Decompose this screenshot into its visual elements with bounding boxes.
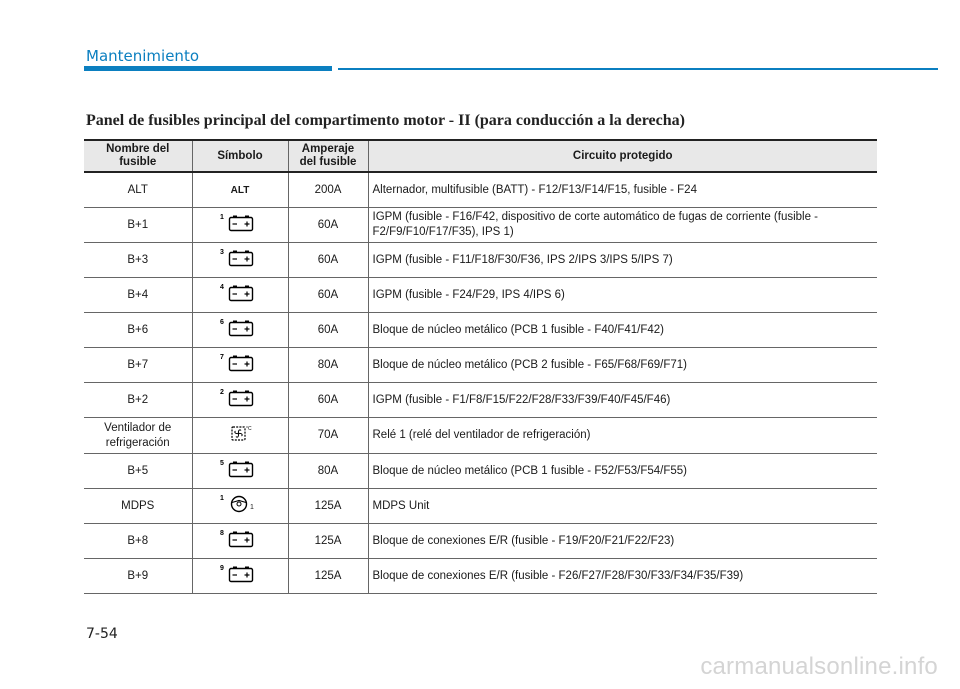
column-header-name: Nombre del fusible	[84, 140, 192, 172]
table-row	[84, 383, 877, 418]
steering-wheel-icon	[220, 491, 260, 517]
fuse-name-cell: ALT	[84, 172, 192, 208]
symbol-cell	[192, 348, 288, 383]
amperage-cell: 60A	[288, 313, 368, 348]
fuse-name-cell: B+9	[84, 559, 192, 594]
fuse-table	[84, 139, 877, 594]
page-number: 7-54	[86, 626, 118, 642]
symbol-cell	[192, 278, 288, 313]
header-rule-thick	[84, 66, 332, 71]
battery-icon	[220, 385, 260, 411]
column-header-symbol: Símbolo	[192, 140, 288, 172]
circuit-cell: Bloque de conexiones E/R (fusible - F26/F27/F28/F30/F33/F34/F35/F39)	[368, 559, 877, 594]
amperage-cell: 125A	[288, 524, 368, 559]
symbol-cell	[192, 418, 288, 454]
battery-icon	[220, 561, 260, 587]
battery-icon	[220, 315, 260, 341]
svg-text:°C: °C	[246, 426, 252, 432]
circuit-cell: Bloque de núcleo metálico (PCB 2 fusible - F65/F68/F69/F71)	[368, 348, 877, 383]
circuit-cell: Bloque de conexiones E/R (fusible - F19/F20/F21/F22/F23)	[368, 524, 877, 559]
circuit-cell: IGPM (fusible - F24/F29, IPS 4/IPS 6)	[368, 278, 877, 313]
fuse-name-cell: B+3	[84, 243, 192, 278]
battery-icon	[220, 526, 260, 552]
symbol-cell	[192, 489, 288, 524]
battery-icon	[220, 245, 260, 271]
circuit-cell: Alternador, multifusible (BATT) - F12/F13/F14/F15, fusible - F24	[368, 172, 877, 208]
circuit-cell: MDPS Unit	[368, 489, 877, 524]
symbol-cell	[192, 172, 288, 208]
column-header-amperage: Amperaje del fusible	[288, 140, 368, 172]
symbol-number: 7	[220, 353, 224, 361]
table-header-row	[84, 140, 877, 172]
fuse-name-cell: Ventilador de refrigeración	[84, 418, 192, 454]
table-row	[84, 454, 877, 489]
circuit-cell: Relé 1 (relé del ventilador de refrigeración)	[368, 418, 877, 454]
header-rule-thin	[338, 68, 938, 70]
symbol-cell	[192, 383, 288, 418]
amperage-cell: 60A	[288, 383, 368, 418]
symbol-number: 2	[220, 388, 224, 396]
symbol-number: 4	[220, 283, 224, 291]
watermark: carmanualsonline.info	[700, 653, 938, 680]
amperage-cell: 60A	[288, 243, 368, 278]
table-row	[84, 559, 877, 594]
symbol-number: 1	[220, 213, 224, 221]
symbol-number: 6	[220, 318, 224, 326]
amperage-cell: 60A	[288, 278, 368, 313]
symbol-number: 1	[220, 494, 224, 502]
symbol-cell	[192, 524, 288, 559]
symbol-cell	[192, 313, 288, 348]
battery-icon	[220, 280, 260, 306]
symbol-number: 3	[220, 248, 224, 256]
table-row	[84, 172, 877, 208]
section-title: Mantenimiento	[86, 47, 199, 65]
symbol-cell	[192, 243, 288, 278]
fuse-name-cell: MDPS	[84, 489, 192, 524]
fuse-name-cell: B+1	[84, 208, 192, 243]
alt-symbol-text: ALT	[230, 184, 250, 196]
symbol-cell	[192, 454, 288, 489]
amperage-cell: 60A	[288, 208, 368, 243]
symbol-suffix: 1	[250, 503, 254, 511]
fuse-name-cell: B+4	[84, 278, 192, 313]
table-row	[84, 489, 877, 524]
table-row	[84, 313, 877, 348]
amperage-cell: 125A	[288, 559, 368, 594]
symbol-cell	[192, 559, 288, 594]
amperage-cell: 80A	[288, 454, 368, 489]
column-header-circuit: Circuito protegido	[368, 140, 877, 172]
page-heading: Panel de fusibles principal del compartimento motor - II (para conducción a la derecha)	[86, 112, 685, 129]
fuse-name-cell: B+8	[84, 524, 192, 559]
fuse-name-cell: B+7	[84, 348, 192, 383]
amperage-cell: 80A	[288, 348, 368, 383]
table-body	[84, 172, 877, 594]
cooling-fan-icon	[220, 420, 260, 446]
symbol-number: 8	[220, 529, 224, 537]
circuit-cell: IGPM (fusible - F16/F42, dispositivo de corte automático de fugas de corriente (fusible - F2/F9/F10/F17/F35), IPS 1)	[368, 208, 877, 243]
amperage-cell: 125A	[288, 489, 368, 524]
symbol-number: 5	[220, 459, 224, 467]
table-row	[84, 418, 877, 454]
table-row	[84, 348, 877, 383]
fuse-name-cell: B+5	[84, 454, 192, 489]
amperage-cell: 70A	[288, 418, 368, 454]
table-row	[84, 524, 877, 559]
battery-icon	[220, 210, 260, 236]
battery-icon	[220, 456, 260, 482]
table-row	[84, 243, 877, 278]
circuit-cell: IGPM (fusible - F1/F8/F15/F22/F28/F33/F39/F40/F45/F46)	[368, 383, 877, 418]
amperage-cell: 200A	[288, 172, 368, 208]
circuit-cell: IGPM (fusible - F11/F18/F30/F36, IPS 2/IPS 3/IPS 5/IPS 7)	[368, 243, 877, 278]
battery-icon	[220, 350, 260, 376]
circuit-cell: Bloque de núcleo metálico (PCB 1 fusible - F40/F41/F42)	[368, 313, 877, 348]
table-row	[84, 208, 877, 243]
table-row	[84, 278, 877, 313]
symbol-number: 9	[220, 564, 224, 572]
fuse-name-cell: B+2	[84, 383, 192, 418]
fuse-name-cell: B+6	[84, 313, 192, 348]
circuit-cell: Bloque de núcleo metálico (PCB 1 fusible - F52/F53/F54/F55)	[368, 454, 877, 489]
symbol-cell	[192, 208, 288, 243]
